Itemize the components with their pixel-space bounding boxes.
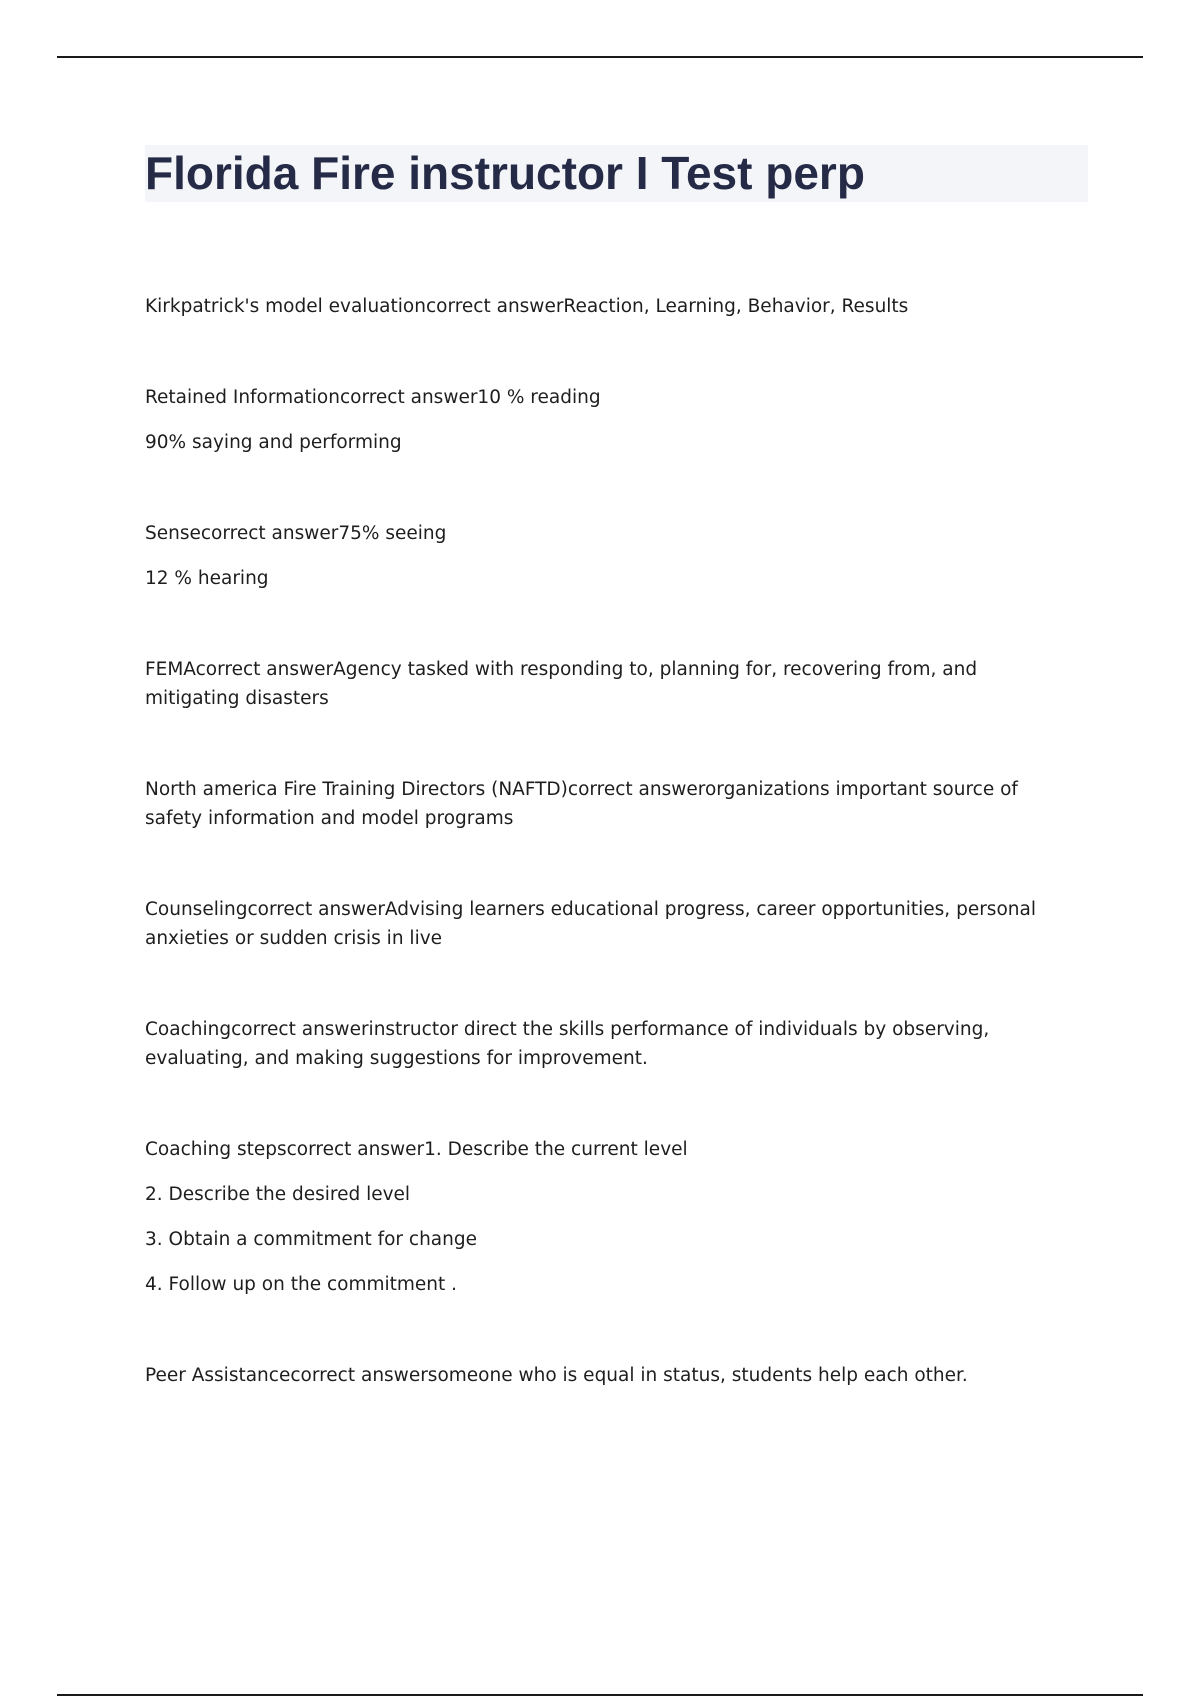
qa-entry	[145, 1361, 1075, 1390]
qa-line: FEMAcorrect answerAgency tasked with responding to, planning for, recovering from, and mitigating disasters	[145, 659, 978, 709]
qa-entry	[145, 1135, 1075, 1299]
footer-rule	[57, 1694, 1143, 1696]
qa-entry	[145, 383, 1075, 457]
qa-line: 3. Obtain a commitment for change	[145, 1229, 477, 1250]
qa-entry	[145, 655, 1075, 713]
qa-line: 4. Follow up on the commitment .	[145, 1274, 458, 1295]
qa-list	[145, 292, 1075, 1452]
qa-line: 12 % hearing	[145, 568, 269, 589]
qa-line: Kirkpatrick's model evaluationcorrect answerReaction, Learning, Behavior, Results	[145, 296, 909, 317]
qa-line: Retained Informationcorrect answer10 % reading	[145, 387, 601, 408]
qa-line: Counselingcorrect answerAdvising learners educational progress, career opportunities, personal anxieties or sudden crisis in live	[145, 899, 1036, 949]
qa-line: Coaching stepscorrect answer1. Describe the current level	[145, 1139, 688, 1160]
header-rule	[57, 56, 1143, 58]
qa-entry	[145, 1015, 1075, 1073]
qa-line: 2. Describe the desired level	[145, 1184, 411, 1205]
qa-line: North america Fire Training Directors (NAFTD)correct answerorganizations important source of safety information and model programs	[145, 779, 1018, 829]
qa-line: 90% saying and performing	[145, 432, 402, 453]
qa-entry	[145, 775, 1075, 833]
qa-line: Sensecorrect answer75% seeing	[145, 523, 447, 544]
qa-line: Peer Assistancecorrect answersomeone who is equal in status, students help each other.	[145, 1365, 968, 1386]
qa-entry	[145, 519, 1075, 593]
qa-line: Coachingcorrect answerinstructor direct the skills performance of individuals by observing, evaluating, and making suggestions for improvement.	[145, 1019, 990, 1069]
qa-entry	[145, 895, 1075, 953]
qa-entry	[145, 292, 1075, 321]
page-title: Florida Fire instructor I Test perp	[145, 147, 865, 199]
